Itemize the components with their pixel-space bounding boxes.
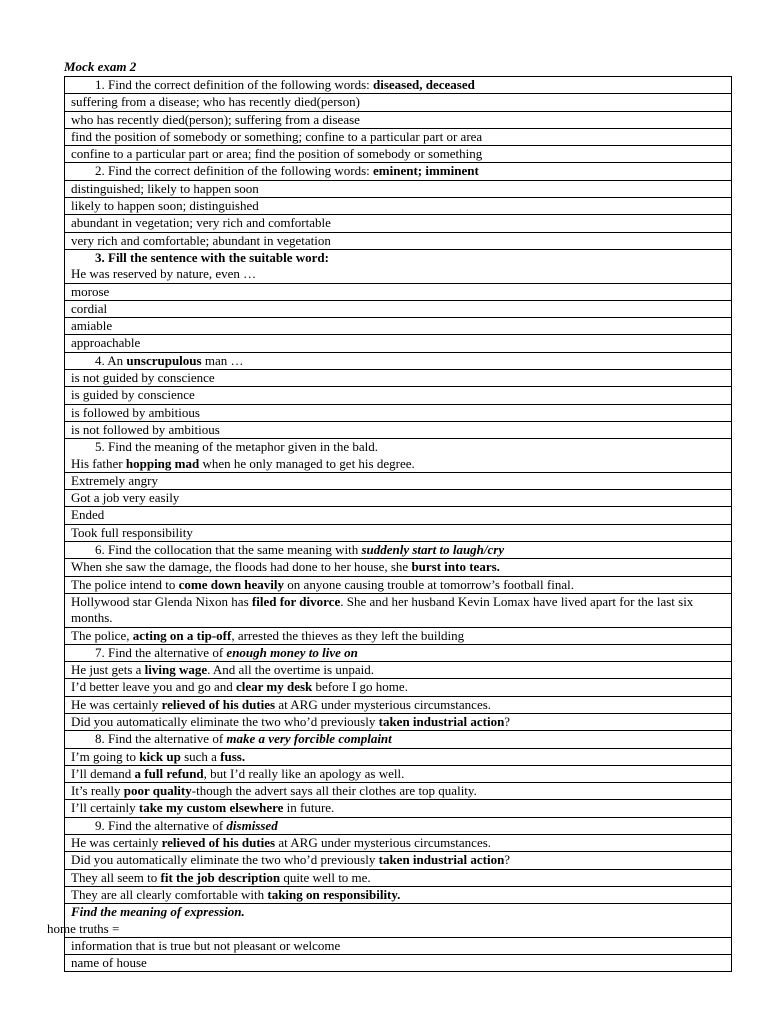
answer-row bbox=[65, 886, 732, 903]
plain-text: when he only managed to get his degree. bbox=[199, 455, 415, 471]
plain-text: . And all the overtime is unpaid. bbox=[207, 662, 374, 678]
answer-row bbox=[65, 955, 732, 972]
plain-text: information that is true but not pleasant or welcome bbox=[71, 937, 341, 953]
plain-text: I’ll demand bbox=[71, 765, 135, 781]
plain-text: The police intend to bbox=[71, 576, 179, 592]
plain-text: confine to a particular part or area; find the position of somebody or something bbox=[71, 146, 483, 162]
question-row bbox=[65, 542, 732, 559]
plain-text: It’s really bbox=[71, 783, 124, 799]
answer-cell bbox=[65, 593, 732, 627]
emphasis-text: relieved of his duties bbox=[161, 696, 276, 712]
emphasis-text: fuss. bbox=[220, 748, 246, 764]
plain-text: Hollywood star Glenda Nixon has bbox=[71, 593, 252, 609]
answer-row bbox=[65, 869, 732, 886]
question-row bbox=[65, 77, 732, 94]
answer-cell bbox=[65, 507, 732, 524]
plain-text: morose bbox=[71, 283, 110, 299]
question-row bbox=[65, 817, 732, 834]
question-row bbox=[65, 644, 732, 661]
emphasis-text: burst into tears. bbox=[411, 559, 500, 575]
plain-text: abundant in vegetation; very rich and comfortable bbox=[71, 215, 331, 231]
plain-text: His father bbox=[71, 455, 126, 471]
plain-text: is not followed by ambitious bbox=[71, 421, 220, 437]
emphasis-text: filed for divorce bbox=[251, 593, 341, 609]
emphasis-text: eminent; imminent bbox=[373, 163, 479, 179]
answer-row bbox=[65, 232, 732, 249]
plain-text: cordial bbox=[71, 300, 108, 316]
plain-text: quite well to me. bbox=[280, 869, 371, 885]
emphasis-text: taking on responsibility. bbox=[267, 886, 401, 902]
answer-row bbox=[65, 748, 732, 765]
answer-cell bbox=[65, 370, 732, 387]
answer-row bbox=[65, 627, 732, 644]
question-cell bbox=[47, 904, 732, 938]
plain-text: . She and her husband Kevin Lomax have lived apart for the last six months. bbox=[71, 593, 694, 626]
answer-row bbox=[65, 283, 732, 300]
emphasis-text: enough money to live on bbox=[226, 644, 358, 660]
emphasis-text: make a very forcible complaint bbox=[226, 731, 392, 747]
answer-cell bbox=[65, 765, 732, 782]
plain-text: 4. An bbox=[95, 352, 127, 368]
plain-text: such a bbox=[180, 748, 221, 764]
question-cell bbox=[65, 542, 732, 559]
plain-text: very rich and comfortable; abundant in vegetation bbox=[71, 232, 331, 248]
answer-row bbox=[65, 679, 732, 696]
plain-text: He was certainly bbox=[71, 835, 162, 851]
plain-text: amiable bbox=[71, 318, 113, 334]
emphasis-text: clear my desk bbox=[235, 679, 313, 695]
answer-cell bbox=[65, 128, 732, 145]
emphasis-text: living wage bbox=[144, 662, 208, 678]
answer-cell bbox=[65, 180, 732, 197]
emphasis-text: unscrupulous bbox=[126, 352, 202, 368]
answer-row bbox=[65, 576, 732, 593]
plain-text: Got a job very easily bbox=[71, 490, 180, 506]
answer-row bbox=[65, 404, 732, 421]
question-cell bbox=[65, 77, 732, 94]
answer-cell bbox=[65, 869, 732, 886]
answer-cell bbox=[65, 783, 732, 800]
answer-cell bbox=[65, 576, 732, 593]
answer-cell bbox=[65, 404, 732, 421]
answer-row bbox=[65, 713, 732, 730]
question-cell bbox=[65, 163, 732, 180]
plain-text: in future. bbox=[283, 800, 335, 816]
answer-cell bbox=[65, 387, 732, 404]
emphasis-text: suddenly start to laugh/cry bbox=[361, 542, 505, 558]
answer-row bbox=[65, 111, 732, 128]
emphasis-text: hopping mad bbox=[125, 455, 200, 471]
answer-cell bbox=[65, 111, 732, 128]
emphasis-text: Find the meaning of expression. bbox=[71, 904, 245, 920]
plain-text: The police, bbox=[71, 627, 133, 643]
emphasis-text: relieved of his duties bbox=[161, 835, 276, 851]
plain-text: Took full responsibility bbox=[71, 524, 193, 540]
emphasis-text: taken industrial action bbox=[378, 852, 505, 868]
answer-row bbox=[65, 421, 732, 438]
answer-row bbox=[65, 318, 732, 335]
emphasis-text: acting on a tip-off bbox=[132, 627, 232, 643]
answer-cell bbox=[65, 852, 732, 869]
emphasis-text: come down heavily bbox=[178, 576, 285, 592]
answer-cell bbox=[65, 713, 732, 730]
answer-row bbox=[65, 696, 732, 713]
answer-cell bbox=[65, 198, 732, 215]
answer-cell bbox=[65, 232, 732, 249]
question-cell bbox=[65, 249, 732, 283]
plain-text: on anyone causing trouble at tomorrow’s football final. bbox=[284, 576, 574, 592]
exam-rows bbox=[47, 77, 732, 972]
question-prompt bbox=[71, 456, 731, 472]
question-cell bbox=[65, 644, 732, 661]
plain-text: 6. Find the collocation that the same meaning with bbox=[95, 542, 362, 558]
answer-row bbox=[65, 593, 732, 627]
answer-cell bbox=[65, 627, 732, 644]
answer-row bbox=[65, 662, 732, 679]
answer-row bbox=[65, 835, 732, 852]
answer-cell bbox=[65, 886, 732, 903]
exam-table bbox=[47, 76, 732, 972]
answer-cell bbox=[65, 662, 732, 679]
question-cell bbox=[65, 731, 732, 748]
question-prompt: home truths = bbox=[47, 920, 120, 936]
answer-cell bbox=[65, 490, 732, 507]
plain-text: likely to happen soon; distinguished bbox=[71, 198, 259, 214]
plain-text: -though the advert says all their clothes are top quality. bbox=[191, 783, 477, 799]
plain-text: I’d better leave you and go and bbox=[71, 679, 236, 695]
plain-text: find the position of somebody or something; confine to a particular part or area bbox=[71, 128, 483, 144]
emphasis-text: diseased, deceased bbox=[373, 77, 475, 92]
answer-cell bbox=[65, 472, 732, 489]
answer-cell bbox=[65, 421, 732, 438]
answer-cell bbox=[65, 318, 732, 335]
answer-row bbox=[65, 146, 732, 163]
plain-text: is followed by ambitious bbox=[71, 404, 200, 420]
emphasis-text: taken industrial action bbox=[378, 713, 505, 729]
plain-text: man … bbox=[201, 352, 244, 368]
plain-text: at ARG under mysterious circumstances. bbox=[275, 696, 492, 712]
answer-row bbox=[65, 765, 732, 782]
answer-row bbox=[65, 370, 732, 387]
answer-cell bbox=[65, 748, 732, 765]
plain-text: ? bbox=[504, 852, 511, 868]
plain-text: is guided by conscience bbox=[71, 387, 195, 403]
answer-cell bbox=[65, 146, 732, 163]
exam-page bbox=[47, 58, 732, 972]
plain-text: 2. Find the correct definition of the following words: bbox=[95, 163, 374, 179]
question-row bbox=[65, 352, 732, 369]
answer-row bbox=[65, 300, 732, 317]
plain-text: 5. Find the meaning of the metaphor given in the bald. bbox=[95, 439, 379, 455]
answer-row bbox=[65, 180, 732, 197]
emphasis-text: dismissed bbox=[226, 817, 278, 833]
answer-cell bbox=[65, 955, 732, 972]
answer-row bbox=[65, 507, 732, 524]
answer-row bbox=[65, 524, 732, 541]
answer-row bbox=[65, 335, 732, 352]
answer-row bbox=[65, 94, 732, 111]
answer-row bbox=[65, 490, 732, 507]
answer-row bbox=[65, 128, 732, 145]
answer-row bbox=[65, 215, 732, 232]
answer-cell bbox=[65, 94, 732, 111]
emphasis-text: a full refund bbox=[134, 765, 204, 781]
plain-text: Did you automatically eliminate the two who’d previously bbox=[71, 852, 379, 868]
answer-row bbox=[65, 852, 732, 869]
question-prompt: He was reserved by nature, even … bbox=[71, 266, 257, 282]
plain-text: Extremely angry bbox=[71, 472, 158, 488]
question-row bbox=[65, 163, 732, 180]
plain-text: who has recently died(person); suffering from a disease bbox=[71, 111, 360, 127]
plain-text: When she saw the damage, the floods had done to her house, she bbox=[71, 559, 412, 575]
plain-text: Did you automatically eliminate the two who’d previously bbox=[71, 713, 379, 729]
plain-text: 9. Find the alternative of bbox=[95, 817, 227, 833]
plain-text: He just gets a bbox=[71, 662, 145, 678]
question-cell bbox=[65, 439, 732, 473]
question-row bbox=[65, 904, 732, 938]
answer-cell bbox=[65, 335, 732, 352]
question-row bbox=[65, 439, 732, 473]
plain-text: approachable bbox=[71, 335, 141, 351]
plain-text: is not guided by conscience bbox=[71, 370, 215, 386]
plain-text: 1. Find the correct definition of the following words: bbox=[95, 77, 374, 92]
plain-text: I’ll certainly bbox=[71, 800, 139, 816]
answer-row bbox=[65, 783, 732, 800]
plain-text: He was certainly bbox=[71, 696, 162, 712]
question-cell bbox=[65, 352, 732, 369]
emphasis-text: kick up bbox=[139, 748, 181, 764]
answer-row bbox=[65, 937, 732, 954]
plain-text: Ended bbox=[71, 507, 105, 523]
answer-row bbox=[65, 472, 732, 489]
answer-cell bbox=[65, 215, 732, 232]
answer-row bbox=[65, 387, 732, 404]
answer-cell bbox=[65, 696, 732, 713]
plain-text: They are all clearly comfortable with bbox=[71, 886, 268, 902]
answer-cell bbox=[65, 679, 732, 696]
answer-cell bbox=[65, 559, 732, 576]
plain-text: name of house bbox=[71, 955, 147, 971]
emphasis-text: take my custom elsewhere bbox=[138, 800, 284, 816]
plain-text: I’m going to bbox=[71, 748, 140, 764]
answer-cell bbox=[65, 800, 732, 817]
answer-row bbox=[65, 198, 732, 215]
question-cell bbox=[65, 817, 732, 834]
answer-cell bbox=[65, 937, 732, 954]
plain-text: distinguished; likely to happen soon bbox=[71, 180, 259, 196]
plain-text: ? bbox=[504, 713, 511, 729]
plain-text: before I go home. bbox=[312, 679, 408, 695]
emphasis-text: 3. Fill the sentence with the suitable word: bbox=[95, 249, 329, 265]
question-row bbox=[65, 249, 732, 283]
page-title: Mock exam 2 bbox=[64, 59, 137, 74]
answer-cell bbox=[65, 283, 732, 300]
emphasis-text: poor quality bbox=[123, 783, 192, 799]
plain-text: , but I’d really like an apology as well. bbox=[203, 765, 405, 781]
plain-text: at ARG under mysterious circumstances. bbox=[275, 835, 492, 851]
plain-text: 7. Find the alternative of bbox=[95, 644, 227, 660]
plain-text: 8. Find the alternative of bbox=[95, 731, 227, 747]
emphasis-text: fit the job description bbox=[160, 869, 281, 885]
answer-cell bbox=[65, 524, 732, 541]
plain-text: suffering from a disease; who has recently died(person) bbox=[71, 94, 360, 110]
answer-cell bbox=[65, 300, 732, 317]
plain-text: , arrested the thieves as they left the building bbox=[231, 627, 465, 643]
answer-row bbox=[65, 800, 732, 817]
question-row bbox=[65, 731, 732, 748]
answer-row bbox=[65, 559, 732, 576]
plain-text: They all seem to bbox=[71, 869, 161, 885]
answer-cell bbox=[65, 835, 732, 852]
